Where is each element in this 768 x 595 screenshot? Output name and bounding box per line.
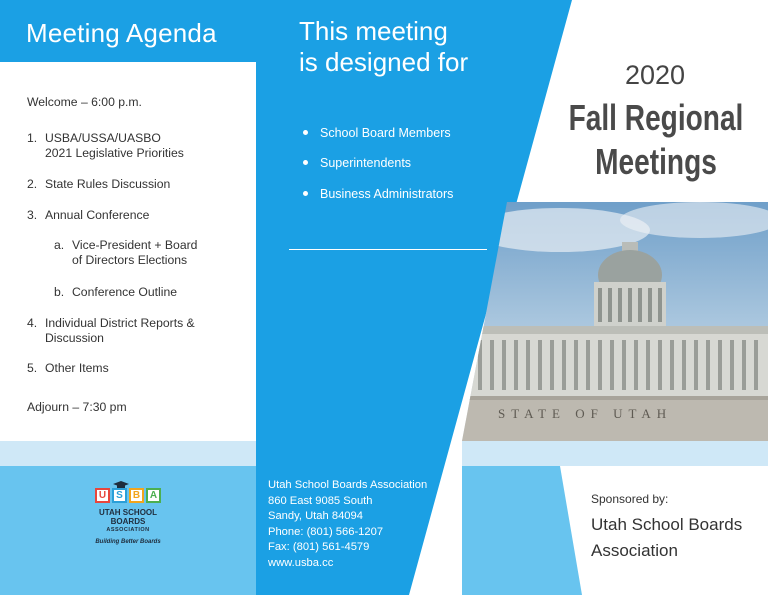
sponsor-name-line: Association xyxy=(591,541,678,560)
audience-item xyxy=(303,126,451,140)
divider-line xyxy=(289,249,487,250)
audience-item-label: Superintendents xyxy=(320,156,412,170)
agenda-heading: Meeting Agenda xyxy=(26,18,217,48)
bullet-icon xyxy=(303,130,308,135)
audience-heading: This meeting is designed for xyxy=(299,16,469,77)
agenda-item-text: Annual Conference xyxy=(45,208,150,222)
audience-item-label: Business Administrators xyxy=(320,187,454,201)
agenda-subitem-text: Conference Outline xyxy=(72,285,178,299)
agenda-adjourn: Adjourn – 7:30 pm xyxy=(27,400,127,414)
photo-inscription: STATE OF UTAH xyxy=(498,406,673,421)
bullet-icon xyxy=(303,191,308,196)
contact-website[interactable]: www.usba.cc xyxy=(268,556,334,569)
contact-org: Utah School Boards Association xyxy=(268,479,428,491)
agenda-welcome: Welcome – 6:00 p.m. xyxy=(27,95,142,109)
agenda-item-text: Individual District Reports & Discussion xyxy=(45,316,195,345)
logo-sub: ASSOCIATION xyxy=(106,527,150,533)
contact-block xyxy=(268,478,427,571)
audience-item xyxy=(303,156,411,170)
logo-tagline: Building Better Boards xyxy=(95,539,161,545)
sponsor-label: Sponsored by: xyxy=(591,492,669,506)
sponsor-name-line: Utah School Boards xyxy=(591,515,743,534)
agenda-subitem-letter: a. xyxy=(54,238,65,252)
agenda-item-text: USBA/USSA/UASBO 2021 Legislative Priorities xyxy=(45,131,184,160)
contact-street: 860 East 9085 South xyxy=(268,494,373,507)
agenda-item-number: 2. xyxy=(27,177,38,191)
logo-block: U xyxy=(95,488,110,503)
logo-name-line: UTAH SCHOOL BOARDS xyxy=(98,508,158,526)
logo-block: B xyxy=(129,488,144,503)
agenda-item-number: 5. xyxy=(27,361,38,375)
agenda-subitem-text: Vice-President + Board of Directors Elections xyxy=(72,238,198,267)
contact-city: Sandy, Utah 84094 xyxy=(268,510,363,522)
audience-item xyxy=(303,187,453,201)
audience-item-label: School Board Members xyxy=(320,126,451,140)
agenda-item-text: State Rules Discussion xyxy=(45,177,171,191)
agenda-item-number: 3. xyxy=(27,208,38,222)
contact-fax: Fax: (801) 561-4579 xyxy=(268,541,370,553)
agenda-subitem-letter: b. xyxy=(54,285,65,299)
cover-title-line: Meetings xyxy=(595,141,717,182)
agenda-item-text: Other Items xyxy=(45,361,109,375)
cover-title-line: Fall Regional xyxy=(568,97,744,138)
logo-block-letter: S xyxy=(116,490,123,501)
agenda-item-number: 1. xyxy=(27,131,38,145)
bullet-icon xyxy=(303,160,308,165)
agenda-item-number: 4. xyxy=(27,316,38,330)
pale-blue-band-right xyxy=(462,441,768,466)
cover-title xyxy=(566,96,747,184)
logo-block: A xyxy=(146,488,161,503)
light-blue-wedge xyxy=(462,466,582,595)
cover-year: 2020 xyxy=(624,60,686,90)
contact-phone: Phone: (801) 566-1207 xyxy=(268,525,384,538)
sponsor-name xyxy=(591,512,742,564)
